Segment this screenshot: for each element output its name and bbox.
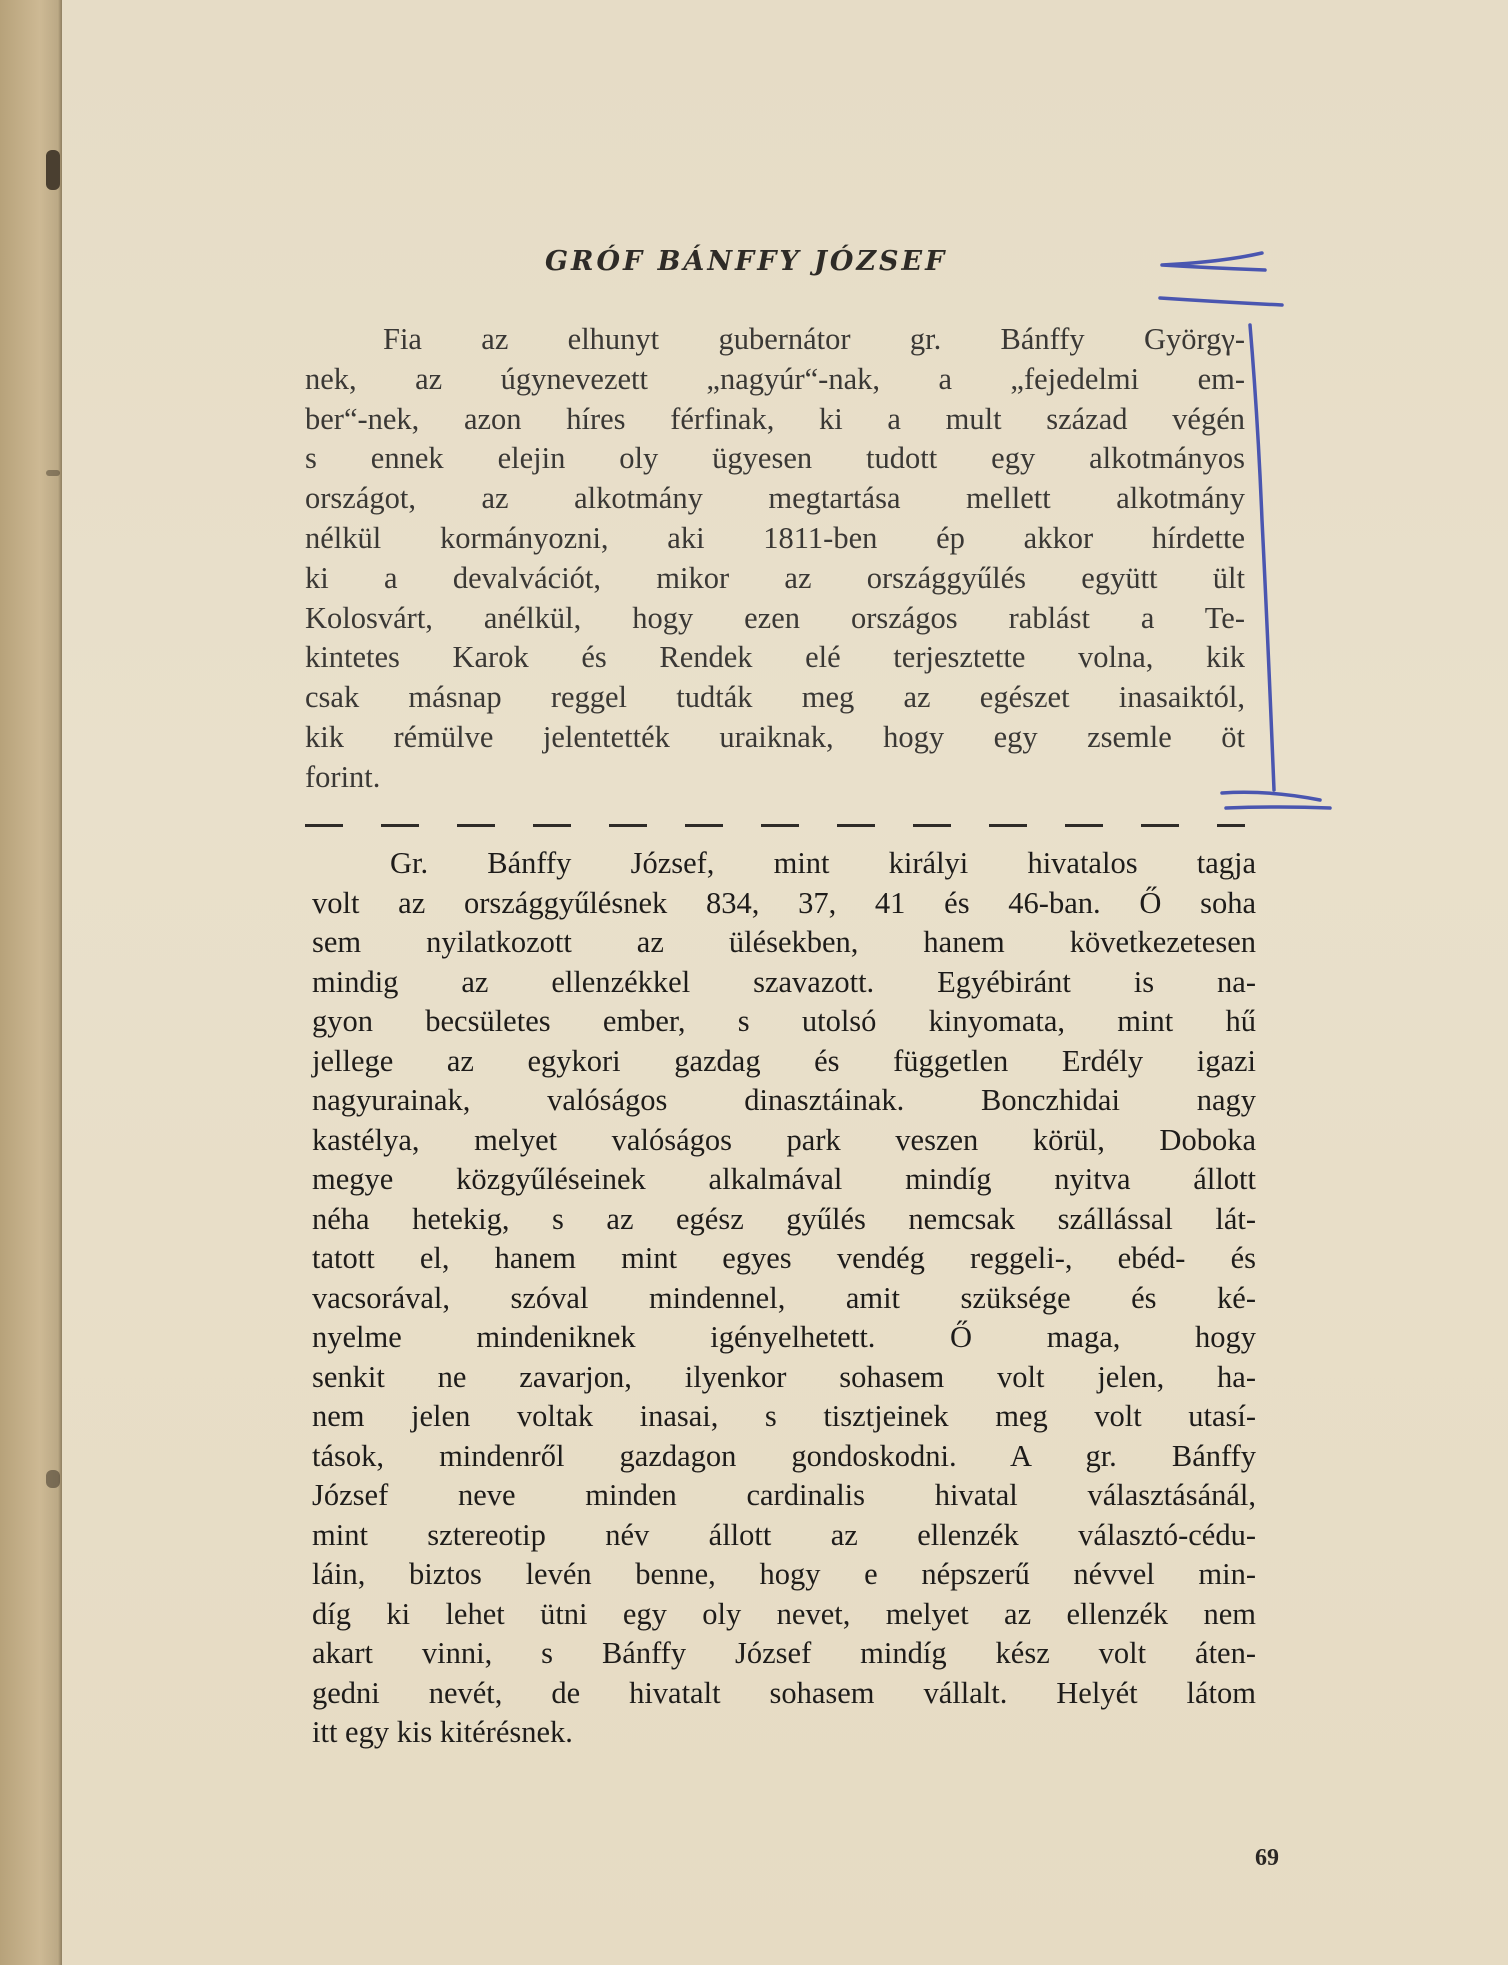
text-line: nyelme mindeniknek igényelhetett. Ő maga, hogy <box>312 1320 1256 1354</box>
text-line: mint sztereotip név állott az ellenzék választó-cédu- <box>312 1517 1256 1552</box>
text-line: megye közgyűléseinek alkalmával mindíg nyitva állott <box>312 1162 1256 1196</box>
text-line: sem nyilatkozott az ülésekben, hanem következetesen <box>312 925 1256 959</box>
text-line: mindig az ellenzékkel szavazott. Egyébiránt is na- <box>312 964 1256 999</box>
text-line: nem jelen voltak inasai, s tisztjeinek meg volt utasí- <box>312 1399 1256 1433</box>
pen-stroke-bottom-2 <box>1226 807 1330 808</box>
text-line: József neve minden cardinalis hivatal választásánál, <box>312 1478 1256 1512</box>
text-line: Kolosvárt, anélkül, hogy ezen országos rablást a Te- <box>305 600 1245 635</box>
text-line: volt az országgyűlésnek 834, 37, 41 és 46-ban. Ő soha <box>312 885 1256 920</box>
text-line: vacsorával, szóval mindennel, amit szüksége és ké- <box>312 1280 1256 1315</box>
text-line: ki a devalvációt, mikor az országgyűlés együtt ült <box>305 560 1245 595</box>
text-line: néha hetekig, s az egész gyűlés nemcsak szállással lát- <box>312 1201 1256 1236</box>
pen-stroke-bottom-1 <box>1222 792 1320 800</box>
text-line: s ennek elejin oly ügyesen tudott egy alkotmányos <box>305 441 1245 476</box>
text-line: gedni nevét, de hivatalt sohasem vállalt. Helyét látom <box>312 1675 1256 1710</box>
text-line: országot, az alkotmány megtartása mellett alkotmány <box>305 481 1245 516</box>
text-line: kastélya, melyet valóságos park veszen körül, Doboka <box>312 1122 1256 1157</box>
text-line: gyon becsületes ember, s utolsó kinyomata, mint hű <box>312 1004 1256 1038</box>
text-line: Gr. Bánffy József, mint királyi hivatalos tagja <box>390 846 1256 880</box>
text-line: tások, mindenről gazdagon gondoskodni. A gr. Bánffy <box>312 1438 1256 1473</box>
text-line: akart vinni, s Bánffy József mindíg kész volt áten- <box>312 1636 1256 1670</box>
text-line: nek, az úgynevezett „nagyúr“-nak, a „fejedelmi em- <box>305 361 1245 396</box>
text-line: forint. <box>305 759 381 794</box>
text-line: nagyurainak, valóságos dinasztáinak. Bonczhidai nagy <box>312 1083 1256 1117</box>
text-line: kintetes Karok és Rendek elé terjesztette volna, kik <box>305 640 1245 675</box>
text-line: csak másnap reggel tudták meg az egészet inasaiktól, <box>305 680 1245 715</box>
text-line: senkit ne zavarjon, ilyenkor sohasem volt jelen, ha- <box>312 1359 1256 1394</box>
text-line: kik rémülve jelentették uraiknak, hogy egy zsemle öt <box>305 719 1245 754</box>
page-number: 69 <box>1255 1845 1279 1871</box>
chapter-title: GRÓF BÁNFFY JÓZSEF <box>545 246 948 277</box>
text-line: láin, biztos levén benne, hogy e népszerű névvel min- <box>312 1557 1256 1591</box>
text-line: itt egy kis kitérésnek. <box>312 1715 573 1749</box>
text-line: díg ki lehet ütni egy oly nevet, melyet az ellenzék nem <box>312 1596 1256 1631</box>
text-line: ber“-nek, azon híres férfinak, ki a mult század végén <box>305 401 1245 436</box>
text-line: nélkül kormányozni, aki 1811-ben ép akkor hírdette <box>305 520 1245 555</box>
pen-stroke-top-2 <box>1160 298 1282 305</box>
pen-stroke-top-1 <box>1162 253 1265 270</box>
pen-stroke-bracket <box>1250 325 1274 790</box>
text-line: tatott el, hanem mint egyes vendég reggeli-, ebéd- és <box>312 1241 1256 1275</box>
text-line: Fia az elhunyt gubernátor gr. Bánffy Györgγ- <box>383 322 1245 356</box>
text-line: jellege az egykori gazdag és független Erdély igazi <box>312 1043 1256 1078</box>
